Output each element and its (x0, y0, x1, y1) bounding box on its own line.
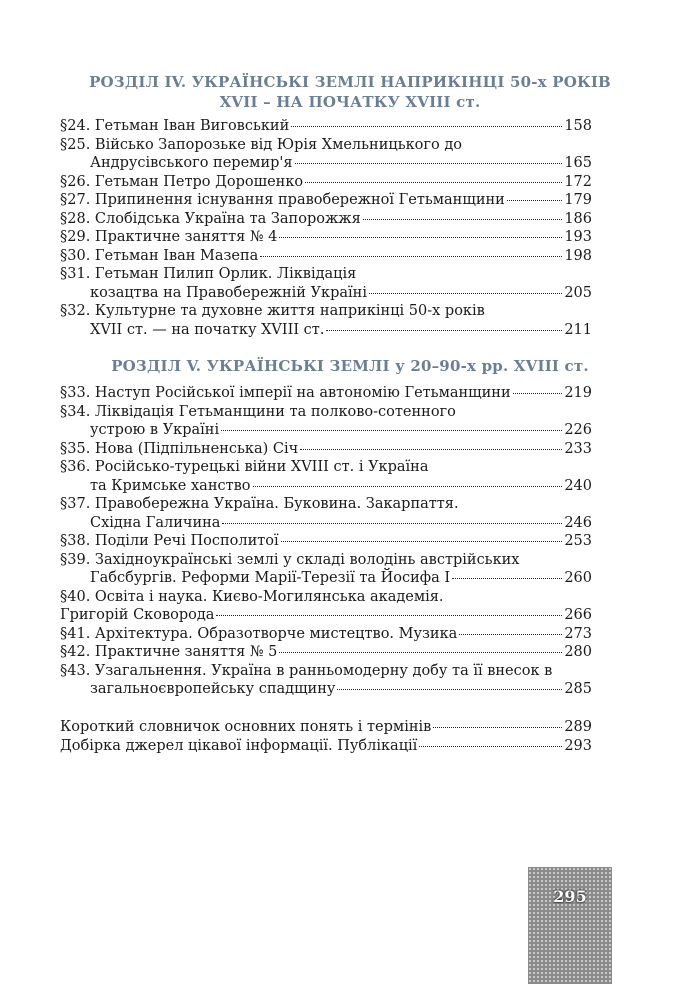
entry-title: §38. Поділи Речі Посполитої (60, 533, 279, 549)
page-number-badge (528, 867, 612, 984)
toc-entry[interactable] (60, 117, 592, 136)
dot-leader (326, 329, 562, 331)
dot-leader (279, 236, 562, 238)
dot-leader (291, 125, 562, 127)
entry-title-cont: Східна Галичина (90, 514, 221, 531)
dot-leader (433, 726, 562, 728)
entry-title: §36. Російсько-турецькі війни XVIII ст. і Україна (60, 459, 429, 475)
dot-leader (300, 448, 562, 450)
dot-leader (369, 292, 562, 294)
section-5-toc (60, 384, 592, 699)
entry-title-cont: Григорій Сковорода (60, 607, 215, 623)
entry-page: 253 (564, 533, 592, 549)
entry-page: 280 (564, 644, 592, 660)
dot-leader (337, 688, 562, 690)
entry-page: 158 (564, 118, 592, 134)
entry-page: 172 (564, 173, 592, 190)
dot-leader (222, 522, 562, 524)
section-title-line: XVII – НА ПОЧАТКУ XVIII ст. (219, 93, 481, 111)
toc-entry[interactable] (60, 551, 592, 588)
entry-title: §42. Практичне заняття № 5 (60, 644, 278, 660)
dot-leader (260, 255, 562, 257)
entry-title: §31. Гетьман Пилип Орлик. Ліквідація (60, 266, 357, 282)
toc-entry[interactable] (60, 191, 592, 210)
dot-leader (216, 614, 562, 616)
entry-title: §25. Військо Запорозьке від Юрія Хмельницького до (60, 136, 462, 153)
entry-page: 289 (564, 719, 592, 735)
dot-leader (459, 633, 562, 635)
entry-page: 219 (564, 385, 592, 401)
entry-title-cont: козацтва на Правобережній Україні (90, 284, 367, 301)
entry-title: Добірка джерел цікавої інформації. Публікації (60, 737, 418, 754)
dot-leader (363, 218, 563, 220)
toc-entry[interactable] (60, 136, 592, 173)
entry-page: 193 (564, 229, 592, 245)
entry-page: 211 (564, 321, 592, 338)
toc-entry[interactable] (60, 588, 592, 625)
toc-entry[interactable] (60, 643, 592, 662)
entry-page: 186 (564, 210, 592, 227)
entry-title: §27. Припинення існування правобережної Гетьманщини (60, 192, 505, 208)
entry-page: 260 (564, 570, 592, 586)
entry-page: 246 (564, 514, 592, 531)
entry-page: 198 (564, 247, 592, 264)
section-title-line: РОЗДІЛ IV. УКРАЇНСЬКІ ЗЕМЛІ НАПРИКІНЦІ 50-х РОКІВ (89, 73, 611, 91)
toc-entry[interactable] (60, 495, 592, 532)
entry-page: 266 (564, 607, 592, 623)
toc-entry[interactable] (60, 737, 592, 756)
toc-entry[interactable] (60, 718, 592, 737)
toc-entry[interactable] (60, 662, 592, 699)
toc-entry[interactable] (60, 384, 592, 403)
entry-title-cont: XVII ст. — на початку XVIII ст. (90, 321, 325, 338)
entry-page: 179 (564, 192, 592, 208)
dot-leader (452, 577, 562, 579)
entry-page: 165 (564, 155, 592, 171)
entry-page: 240 (564, 477, 592, 494)
entry-title: §40. Освіта і наука. Києво-Могилянська академія. (60, 588, 444, 605)
entry-title: §30. Гетьман Іван Мазепа (60, 247, 259, 264)
toc-entry[interactable] (60, 458, 592, 495)
entry-page: 273 (564, 625, 592, 642)
toc-entry[interactable] (60, 625, 592, 644)
toc-entry[interactable] (60, 440, 592, 459)
entry-title-cont: та Кримське ханство (90, 477, 251, 494)
page-number: 295 (553, 887, 587, 906)
entry-page: 293 (564, 737, 592, 754)
entry-title: §39. Західноукраїнські землі у складі володінь австрійських (60, 551, 520, 568)
entry-page: 233 (564, 440, 592, 457)
entry-title: §24. Гетьман Іван Виговський (60, 118, 290, 134)
toc-entry[interactable] (60, 532, 592, 551)
entry-title: §34. Ліквідація Гетьманщини та полково-сотенного (60, 403, 456, 420)
dot-leader (253, 485, 563, 487)
entry-title: §26. Гетьман Петро Дорошенко (60, 173, 304, 190)
section-title-line: РОЗДІЛ V. УКРАЇНСЬКІ ЗЕМЛІ у 20–90-х рр. XVIII ст. (111, 357, 589, 375)
toc-entry[interactable] (60, 265, 592, 302)
toc-entry[interactable] (60, 228, 592, 247)
section-4-title (60, 72, 640, 112)
entry-title: §37. Правобережна Україна. Буковина. Закарпаття. (60, 496, 459, 512)
dot-leader (295, 162, 563, 164)
entry-title-cont: Андрусівського перемир'я (90, 155, 293, 171)
entry-page: 285 (564, 681, 592, 697)
entry-title: §41. Архітектура. Образотворче мистецтво. Музика (60, 625, 458, 642)
entry-title-cont: устрою в Україні (90, 422, 220, 438)
toc-entry[interactable] (60, 302, 592, 339)
entry-title: §35. Нова (Підпільненська) Січ (60, 440, 299, 457)
dot-leader (513, 392, 563, 394)
dot-leader (279, 651, 562, 653)
dot-leader (305, 181, 562, 183)
toc-entry[interactable] (60, 210, 592, 229)
dot-leader (419, 745, 562, 747)
dot-leader (221, 429, 562, 431)
entry-title: §32. Культурне та духовне життя наприкінці 50-х років (60, 303, 485, 319)
entry-title-cont: Габсбургів. Реформи Марії-Терезії та Йосифа І (90, 570, 451, 586)
entry-title-cont: загальноєвропейську спадщину (90, 681, 336, 697)
section-5-title (60, 356, 640, 376)
toc-entry[interactable] (60, 247, 592, 266)
appendix-toc (60, 718, 592, 755)
toc-entry[interactable] (60, 403, 592, 440)
entry-title: §28. Слобідська Україна та Запорожжя (60, 210, 361, 227)
entry-title: §29. Практичне заняття № 4 (60, 229, 278, 245)
entry-page: 205 (564, 284, 592, 301)
entry-title: §43. Узагальнення. Україна в ранньомодерну добу та її внесок в (60, 662, 553, 679)
dot-leader (281, 540, 563, 542)
dot-leader (507, 199, 562, 201)
entry-page: 226 (564, 422, 592, 438)
entry-title: §33. Наступ Російської імперії на автономію Гетьманщини (60, 385, 511, 401)
entry-title: Короткий словничок основних понять і термінів (60, 719, 432, 735)
section-4-toc (60, 117, 592, 339)
toc-entry[interactable] (60, 173, 592, 192)
